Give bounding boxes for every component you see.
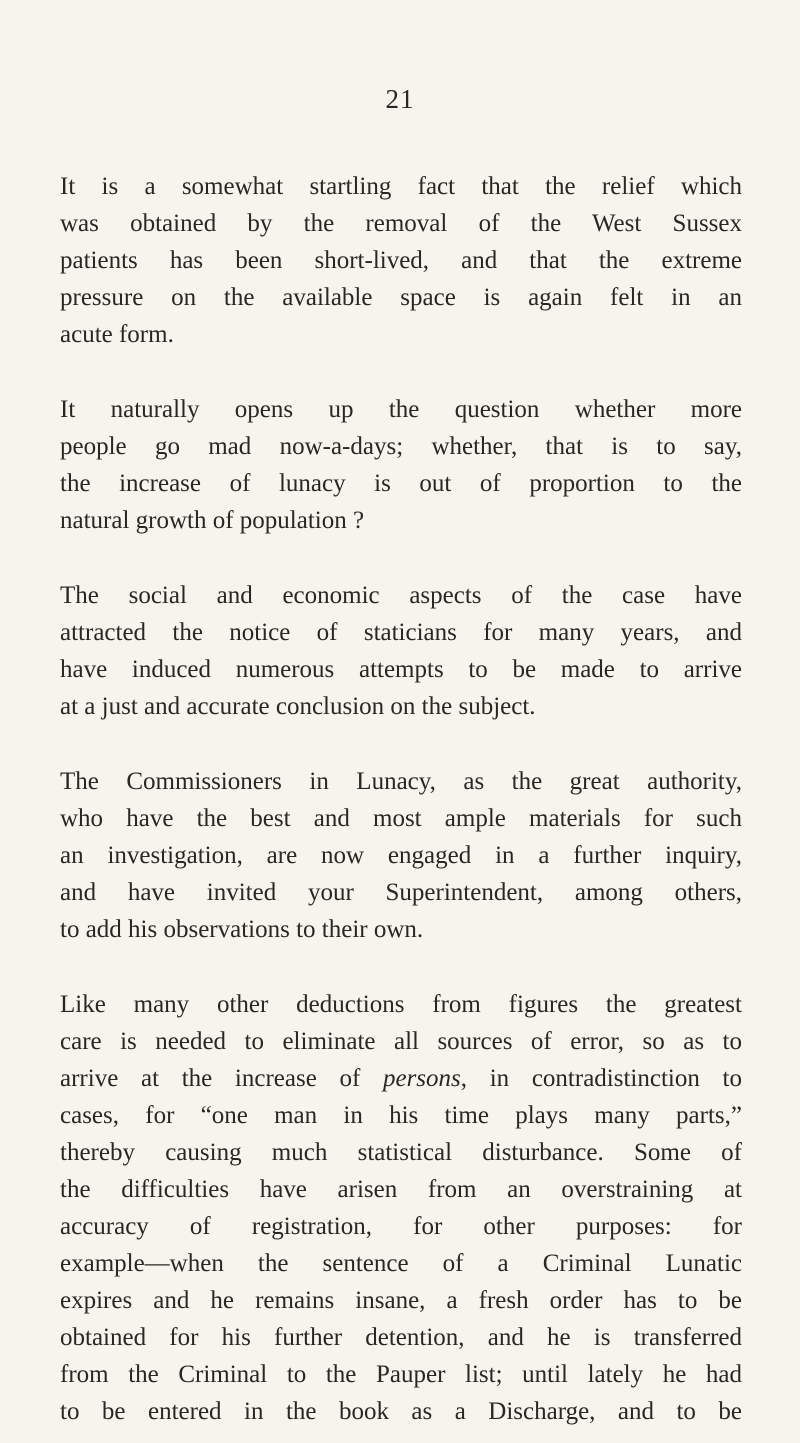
text-line: The Commissioners in Lunacy, as the great authority, (60, 768, 742, 795)
paragraph-4 (60, 763, 742, 948)
text-line: natural growth of population ? (60, 507, 365, 534)
text-line: The social and economic aspects of the case have (60, 582, 742, 609)
text-line: the difficulties have arisen from an overstraining at (60, 1176, 742, 1203)
text-line: patients has been short-lived, and that the extreme (60, 247, 742, 274)
text-line: an investigation, are now engaged in a further inquiry, (60, 842, 742, 869)
text-line: from the Criminal to the Pauper list; until lately he had (60, 1361, 742, 1388)
text-line: example—when the sentence of a Criminal Lunatic (60, 1250, 742, 1277)
text-line: at a just and accurate conclusion on the subject. (60, 693, 536, 720)
page-number: 21 (385, 84, 415, 114)
paragraph-1 (60, 168, 742, 353)
text-line: expires and he remains insane, a fresh order has to be (60, 1287, 742, 1314)
text-line (60, 1060, 742, 1097)
text-line: care is needed to eliminate all sources of error, so as to (60, 1028, 742, 1055)
text-line: was obtained by the removal of the West Sussex (60, 210, 742, 237)
text-line: to be entered in the book as a Discharge, and to be (60, 1398, 742, 1425)
text-line: to add his observations to their own. (60, 916, 424, 943)
text-line: acute form. (60, 321, 174, 348)
text-line: accuracy of registration, for other purposes: for (60, 1213, 742, 1240)
text-line: the increase of lunacy is out of proportion to the (60, 470, 742, 497)
text-line: and have invited your Superintendent, among others, (60, 879, 742, 906)
text-segment: arrive at the increase of (60, 1065, 383, 1092)
text-line: cases, for “one man in his time plays many parts,” (60, 1102, 742, 1129)
text-line: people go mad now-a-days; whether, that is to say, (60, 433, 742, 460)
text-line: who have the best and most ample materials for such (60, 805, 742, 832)
text-segment: , in contradistinction to (460, 1065, 742, 1092)
paragraph-2 (60, 391, 742, 539)
paragraph-5 (60, 986, 742, 1430)
text-line: obtained for his further detention, and he is transferred (60, 1324, 742, 1351)
paragraph-3 (60, 577, 742, 725)
text-line: It is a somewhat startling fact that the relief which (60, 173, 742, 200)
text-line: It naturally opens up the question whether more (60, 396, 742, 423)
text-line: attracted the notice of staticians for many years, and (60, 619, 742, 646)
text-line: thereby causing much statistical disturbance. Some of (60, 1139, 742, 1166)
text-line: pressure on the available space is again felt in an (60, 284, 742, 311)
body-text (60, 168, 742, 1430)
italic-word: persons (382, 1065, 461, 1092)
text-line: Like many other deductions from figures the greatest (60, 991, 742, 1018)
text-line: have induced numerous attempts to be made to arrive (60, 656, 742, 683)
